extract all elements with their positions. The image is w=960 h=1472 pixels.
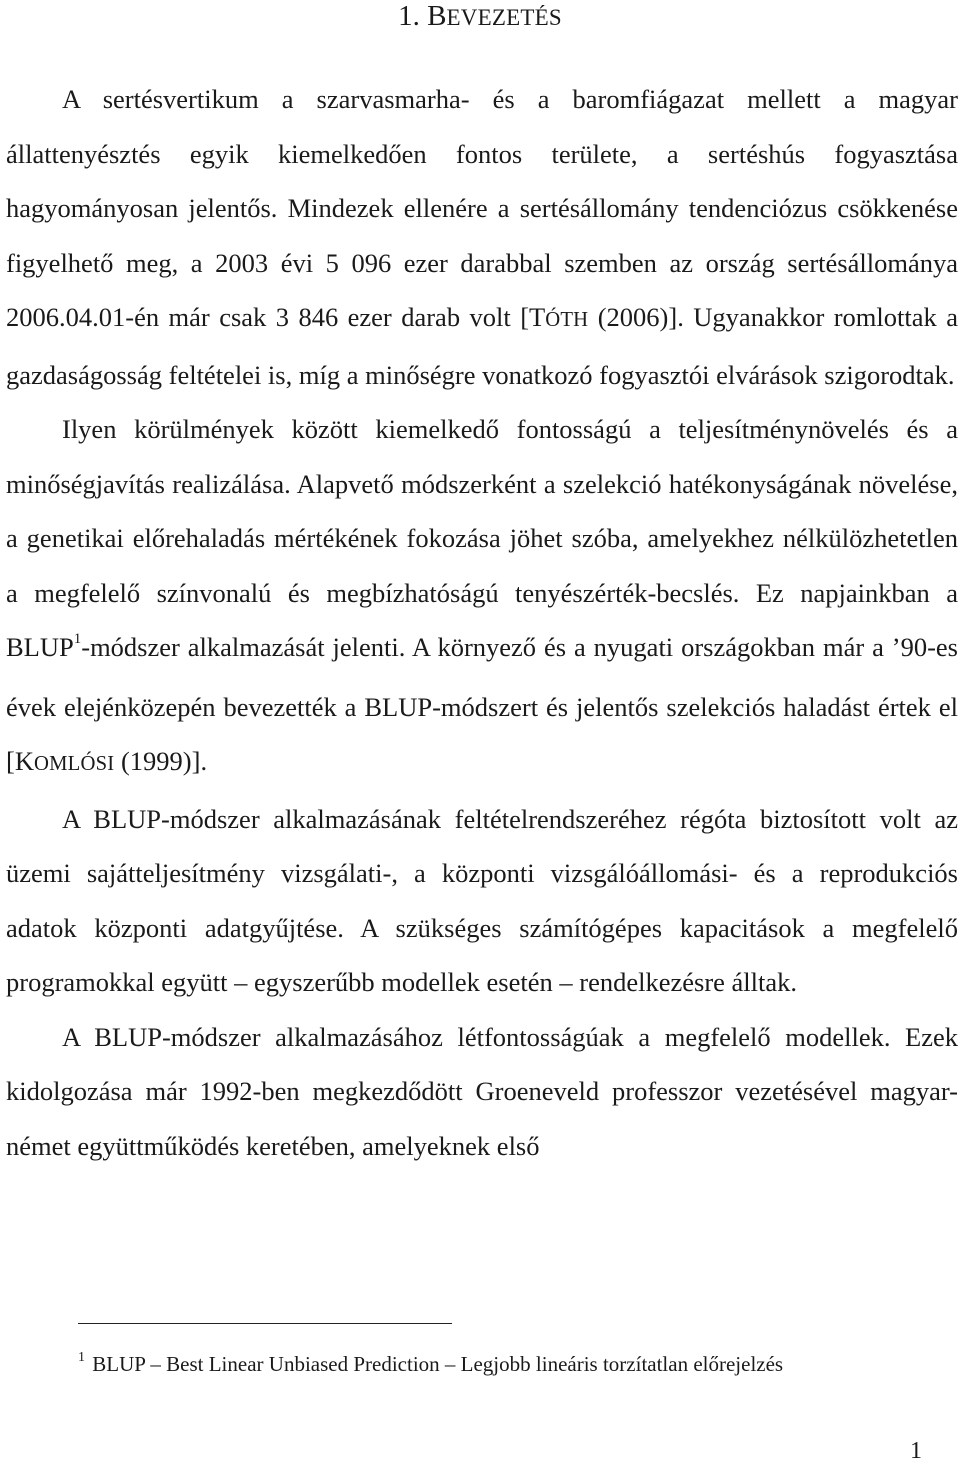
footnote-separator xyxy=(78,1323,452,1324)
citation-author-rest: ÓTH xyxy=(545,309,589,331)
page-number: 1 xyxy=(910,1438,922,1464)
paragraph-2-text-c: (1999)]. xyxy=(114,746,208,776)
heading-rest: EVEZETÉS xyxy=(446,5,562,30)
citation-author-initial: K xyxy=(14,746,34,776)
paragraph-3: A BLUP-módszer alkalmazásának feltételrendszeréhez régóta biztosított volt az üzemi sajátteljesítmény vizsgálati-, a központi vizsgálóállomási- és a reprodukciós adatok központi adatgyűjtése. A szükséges számítógépes kapacitások a megfelelő programokkal együtt – egyszerűbb modellek esetén – rendelkezésre álltak. xyxy=(6,803,958,997)
paragraph-2-text-b: -módszer alkalmazását jelenti. A környező és a nyugati országokban már a ’90-es évek elejénközepén bevezették a BLUP-módszert és jelentős szelekciós haladást értek el [ xyxy=(6,632,958,776)
footnote-mark: 1 xyxy=(78,1350,85,1365)
chapter-number: 1. xyxy=(398,0,420,32)
heading-initial: B xyxy=(427,0,447,32)
paragraph-1-text-a: A sertésvertikum a szarvasmarha- és a baromfiágazat mellett a magyar állattenyésztés egyik kiemelkedően fontos területe, a sertéshús fogyasztása hagyományosan jelentős. Mindezek ellenére a sertésállomány tendenciózus csökkenése figyelhető meg, a 2003 évi 5 096 ezer darabbal szemben az ország sertésállománya 2006.04.01-én már csak 3 846 ezer darab volt [ xyxy=(6,84,958,332)
citation-author-initial: T xyxy=(529,302,546,332)
footnote xyxy=(78,1350,958,1382)
paragraph-1-text-b: (2006)]. Ugyanakkor romlottak a gazdaságosság feltételei is, míg a minőségre vonatkozó fogyasztói elvárások szigorodtak. xyxy=(6,302,958,390)
footnote-reference: 1 xyxy=(73,631,82,647)
body-text xyxy=(6,72,958,1173)
paragraph-2-text-a: Ilyen körülmények között kiemelkedő fontosságú a teljesítménynövelés és a minőségjavítás realizálása. Alapvető módszerként a szelekció hatékonyságának növelése, a genetikai előrehaladás mértékének fokozása jöhet szóba, amelyekhez nélkülözhetetlen a megfelelő színvonalú és megbízhatóságú tenyészérték-becslés. Ez napjainkban a BLUP xyxy=(6,414,958,662)
paragraph-4: A BLUP-módszer alkalmazásához létfontosságúak a megfelelő modellek. Ezek kidolgozása már 1992-ben megkezdődött Groeneveld professzor vezetésével magyar-német együttműködés keretében, amelyeknek első xyxy=(6,1021,958,1161)
paragraph-2 xyxy=(6,402,958,792)
chapter-heading xyxy=(0,0,960,34)
paragraph-1 xyxy=(6,72,958,402)
citation-author-rest: OMLÓSI xyxy=(33,753,115,775)
footnote-text: BLUP – Best Linear Unbiased Prediction – Legjobb lineáris torzítatlan előrejelzés xyxy=(92,1352,784,1376)
